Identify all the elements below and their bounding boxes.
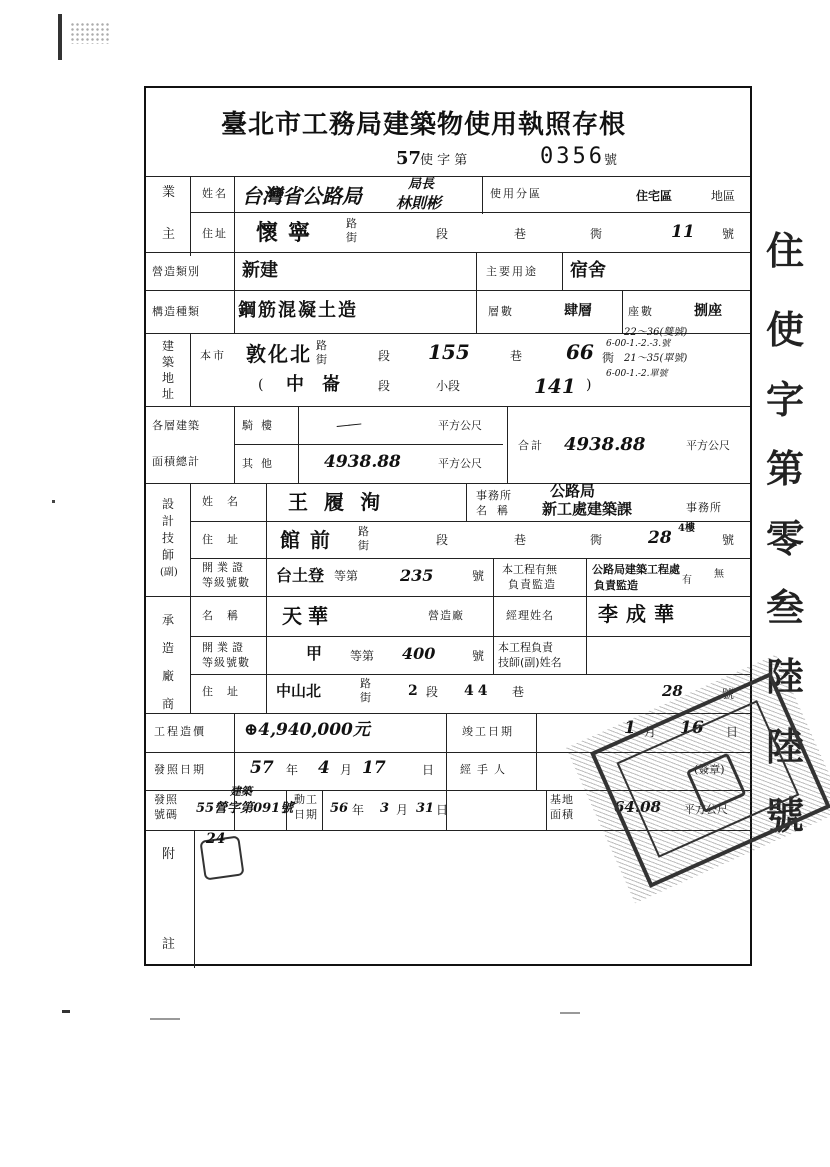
site-note: 21～35(單號): [624, 353, 688, 364]
rule: [190, 521, 750, 522]
office-label: 事務所: [476, 489, 512, 502]
margin-char: 號: [765, 793, 804, 838]
notes-label-top: 附: [162, 847, 176, 862]
owner-section-word: 段: [436, 227, 449, 241]
rule: [482, 176, 483, 214]
site-road-bottom: 街: [316, 353, 327, 366]
rule: [146, 483, 750, 484]
rule: [190, 674, 750, 675]
rule: [190, 483, 191, 713]
owner-name-label: 姓名: [202, 187, 228, 200]
site-city-label: 本市: [200, 349, 226, 362]
floors-label: 層數: [488, 305, 514, 318]
completion-day-word: 日: [726, 725, 739, 739]
rule: [476, 252, 477, 333]
permit-value: 55營字第091號: [196, 801, 294, 816]
issue-year: 57: [250, 758, 274, 778]
site-label: [160, 338, 176, 402]
supervisor-option: 有: [682, 575, 692, 586]
owner-alley-word: 衖: [590, 227, 603, 241]
designer-cert-label: 開業證: [202, 561, 247, 574]
margin-char: 零: [765, 515, 804, 561]
owner-address-label: 住址: [202, 227, 228, 240]
margin-char: 叁: [765, 584, 804, 630]
designer-label: [160, 496, 176, 581]
manager-label: 經理姓名: [506, 609, 554, 622]
owner-street-label: 街: [346, 231, 357, 244]
area-label: 各層建築: [152, 419, 200, 432]
form-title: 臺北市工務局建築物使用執照存根: [221, 110, 627, 140]
designer-address-label: 住址: [202, 533, 252, 546]
base-value: 64.08: [614, 798, 661, 816]
site-subsection-word: 小段: [436, 379, 461, 393]
area-label: 面積總計: [152, 455, 200, 468]
designer-label-char: 技: [161, 531, 174, 545]
rule: [190, 212, 750, 213]
rule: [190, 333, 191, 406]
office-suffix: 事務所: [686, 501, 722, 514]
designer-label-char: (副): [160, 567, 178, 578]
base-label: 基地: [550, 793, 574, 806]
start-label: 日期: [294, 808, 318, 821]
owner-section-label: 業: [162, 185, 176, 200]
owner-chief-title: 局長: [408, 177, 435, 192]
designer-cert-label: 等級號數: [202, 576, 250, 589]
contractor-road-bottom: 街: [360, 691, 371, 704]
supervisor-value: 負責監造: [594, 579, 638, 592]
cost-label: 工程造價: [154, 725, 206, 738]
arcade-value: ——: [335, 415, 361, 435]
site-label-char: 築: [161, 355, 174, 369]
contractor-road-top: 路: [360, 677, 371, 690]
base-unit: 平方公尺: [684, 803, 728, 816]
contractor-label-char: 承: [161, 613, 174, 627]
completion-label: 竣工日期: [462, 725, 514, 738]
site-district-value: 中崙: [286, 374, 358, 395]
rule: [466, 483, 467, 521]
handler-label: 經手人: [460, 763, 511, 776]
designer-cert-grade-word: 等第: [334, 569, 359, 583]
site-label-char: 地: [161, 371, 174, 385]
owner-address-value: 懷寧: [256, 220, 321, 246]
license-form: [144, 86, 752, 966]
owner-name-value: 台灣省公路局: [242, 184, 362, 208]
office-value: 新工處建築課: [542, 500, 633, 518]
permit-annotation: 建築: [230, 785, 252, 798]
start-label: 動工: [294, 793, 318, 806]
use-zone-label: 使用分區: [490, 187, 542, 200]
use-zone-suffix: 地區: [711, 189, 736, 203]
owner-number-value: 11: [671, 222, 695, 242]
margin-char: 字: [765, 376, 804, 422]
issue-day: 17: [362, 758, 386, 778]
rule: [322, 790, 323, 830]
main-use-value: 宿舍: [570, 260, 606, 281]
rule: [146, 406, 750, 407]
other-unit: 平方公尺: [438, 457, 482, 470]
contractor-number-word: 號: [722, 687, 735, 701]
building-type-label: 營造類別: [152, 265, 200, 278]
designer-cert-number: 235: [400, 566, 434, 585]
start-year-word: 年: [352, 803, 365, 817]
designer-cert-value: 台土登: [276, 566, 325, 585]
site-note: 6-00-1.-2.-3.號: [606, 339, 671, 349]
rule: [586, 558, 587, 675]
contractor-name-label: 名稱: [202, 609, 252, 622]
notes-stamp-text: 24: [206, 831, 226, 847]
permit-label: 號碼: [154, 808, 178, 821]
contractor-cert-suffix: 號: [472, 649, 485, 663]
structure-label: 構造種類: [152, 305, 200, 318]
floors-value: 肆層: [564, 303, 592, 319]
site-section-word: 段: [378, 349, 391, 363]
designer-name-value: 王履洵: [288, 490, 396, 514]
start-month-word: 月: [396, 803, 409, 817]
main-use-label: 主要用途: [486, 265, 538, 278]
license-suffix: 號: [604, 153, 618, 168]
rule: [266, 483, 267, 713]
contractor-cert-grade: 甲: [306, 644, 323, 663]
owner-lane-word: 巷: [514, 227, 527, 241]
contractor-address-value: 中山北: [276, 682, 322, 700]
designer-number-extra: 4樓: [678, 523, 695, 534]
site-road-top: 路: [316, 339, 327, 352]
permit-label: 發照: [154, 793, 178, 806]
building-type-value: 新建: [242, 260, 278, 281]
rule: [234, 444, 503, 445]
contractor-cert-number: 400: [402, 644, 436, 663]
designer-cert-suffix: 號: [472, 569, 485, 583]
site-alley-value: 66: [566, 340, 594, 364]
seal-label: (簽章): [694, 763, 725, 776]
margin-char: 陸: [765, 654, 804, 700]
manager-value: 李成華: [598, 602, 682, 626]
site-label-char: 建: [161, 339, 174, 353]
rule: [234, 406, 235, 483]
designer-section-word: 段: [436, 533, 449, 547]
scan-line: [560, 1012, 580, 1014]
contractor-factory-word: 營造廠: [428, 609, 464, 622]
contractor-label-char: 廠: [161, 669, 174, 683]
notes-label-bottom: 註: [162, 937, 176, 952]
office-label: 名稱: [476, 504, 518, 517]
site-note: 6-00-1.-2.單號: [606, 369, 668, 379]
owner-chief-name: 林則彬: [396, 194, 442, 212]
license-number: 0356: [540, 144, 605, 169]
start-month: 3: [380, 801, 390, 816]
total-unit: 平方公尺: [686, 439, 730, 452]
site-paren-open: (: [258, 377, 264, 393]
designer-alley-word: 衖: [590, 533, 603, 547]
rule: [536, 713, 537, 790]
margin-char: 陸: [765, 723, 804, 769]
site-lot-value: 141: [534, 374, 576, 398]
contractor-section-value: 2: [408, 683, 418, 699]
blocks-value: 捌座: [694, 303, 722, 319]
issue-day-word: 日: [422, 763, 435, 777]
total-value: 4938.88: [564, 434, 646, 455]
designer-road-top: 路: [358, 525, 369, 538]
rule: [507, 406, 508, 483]
owner-road-label: 路: [346, 217, 357, 230]
rule: [146, 252, 750, 253]
site-road-value: 敦化北: [246, 342, 312, 366]
rule: [146, 176, 750, 177]
arcade-unit: 平方公尺: [438, 419, 482, 432]
contractor-cert-grade-word: 等第: [350, 649, 375, 663]
use-zone-value: 住宅區: [636, 189, 673, 203]
scan-speckle: [70, 22, 110, 44]
completion-day: 16: [680, 718, 704, 738]
contractor-number-value: 28: [662, 682, 683, 700]
contractor-name-value: 天華: [282, 604, 334, 628]
start-day: 31: [416, 801, 435, 816]
contractor-address-label: 住址: [202, 685, 252, 698]
license-word: 使 字 第: [420, 153, 468, 168]
cost-value: ⊕4,940,000元: [244, 720, 370, 740]
margin-char: 住: [765, 228, 804, 273]
rule: [562, 252, 563, 290]
issue-year-word: 年: [286, 763, 299, 777]
rule: [190, 176, 191, 256]
issue-label: 發照日期: [154, 763, 206, 776]
office-value: 公路局: [550, 482, 596, 500]
scan-line: [150, 1018, 180, 1020]
issue-month: 4: [318, 758, 330, 778]
site-lane-word: 巷: [510, 349, 523, 363]
designer-number-word: 號: [722, 533, 735, 547]
site-label-char: 址: [161, 387, 174, 401]
completion-month-word: 月: [644, 725, 657, 739]
structure-value: 鋼筋混凝土造: [238, 300, 358, 321]
margin-char: 第: [765, 446, 804, 492]
supervisor-label: 本工程有無: [502, 563, 557, 576]
completion-month: 1: [624, 718, 636, 738]
other-label: 其他: [242, 457, 280, 470]
supervisor-label: 負責監造: [508, 578, 556, 591]
site-alley-word: 衖: [602, 351, 615, 365]
rule: [146, 596, 750, 597]
site-note: 22～36(雙號): [624, 327, 688, 338]
contractor-label: [160, 606, 176, 718]
site-district-word: 段: [378, 379, 391, 393]
other-value: 4938.88: [324, 452, 401, 472]
margin-char: 使: [765, 307, 804, 353]
supervisor-option: 無: [714, 569, 724, 580]
rule: [234, 176, 235, 253]
tech-label: 本工程負責: [498, 641, 553, 654]
rule: [190, 558, 750, 559]
designer-label-char: 設: [161, 497, 174, 511]
designer-address-value: 館前: [280, 528, 340, 552]
contractor-section-word: 段: [426, 685, 439, 699]
designer-number-value: 28: [648, 528, 672, 548]
base-label: 面積: [550, 808, 574, 821]
rule: [234, 252, 235, 333]
tech-label: 技師(副)姓名: [498, 656, 562, 669]
scan-speckle: [62, 1010, 70, 1013]
rule: [622, 290, 623, 333]
blocks-label: 座數: [628, 305, 654, 318]
rule: [190, 636, 750, 637]
license-prefix: 57: [396, 148, 422, 169]
total-label: 合計: [518, 439, 544, 452]
rule: [546, 790, 547, 830]
designer-lane-word: 巷: [514, 533, 527, 547]
issue-month-word: 月: [340, 763, 353, 777]
seal-stamp: [566, 642, 830, 930]
site-lane-value: 155: [428, 340, 470, 364]
owner-number-word: 號: [722, 227, 735, 241]
contractor-lane-value: 44: [464, 683, 492, 699]
designer-label-char: 師: [161, 548, 174, 562]
scan-speckle: [58, 14, 62, 60]
designer-label-char: 計: [161, 514, 174, 528]
rule: [298, 406, 299, 483]
owner-section-label: 主: [162, 227, 176, 242]
contractor-cert-label: 開業證: [202, 641, 247, 654]
start-year: 56: [330, 801, 349, 816]
contractor-lane-word: 巷: [512, 685, 525, 699]
contractor-label-char: 造: [161, 641, 174, 655]
rule: [194, 830, 195, 968]
contractor-label-char: 商: [161, 697, 174, 711]
designer-name-label: 姓名: [202, 495, 252, 508]
contractor-cert-label: 等級號數: [202, 656, 250, 669]
rule: [493, 558, 494, 675]
scan-speckle: [52, 500, 55, 503]
rule: [146, 290, 750, 291]
start-day-word: 日: [436, 803, 449, 817]
designer-road-bottom: 街: [358, 539, 369, 552]
supervisor-value: 公路局建築工程處: [592, 563, 680, 576]
site-paren-close: ): [586, 377, 592, 393]
arcade-label: 騎樓: [242, 419, 280, 432]
